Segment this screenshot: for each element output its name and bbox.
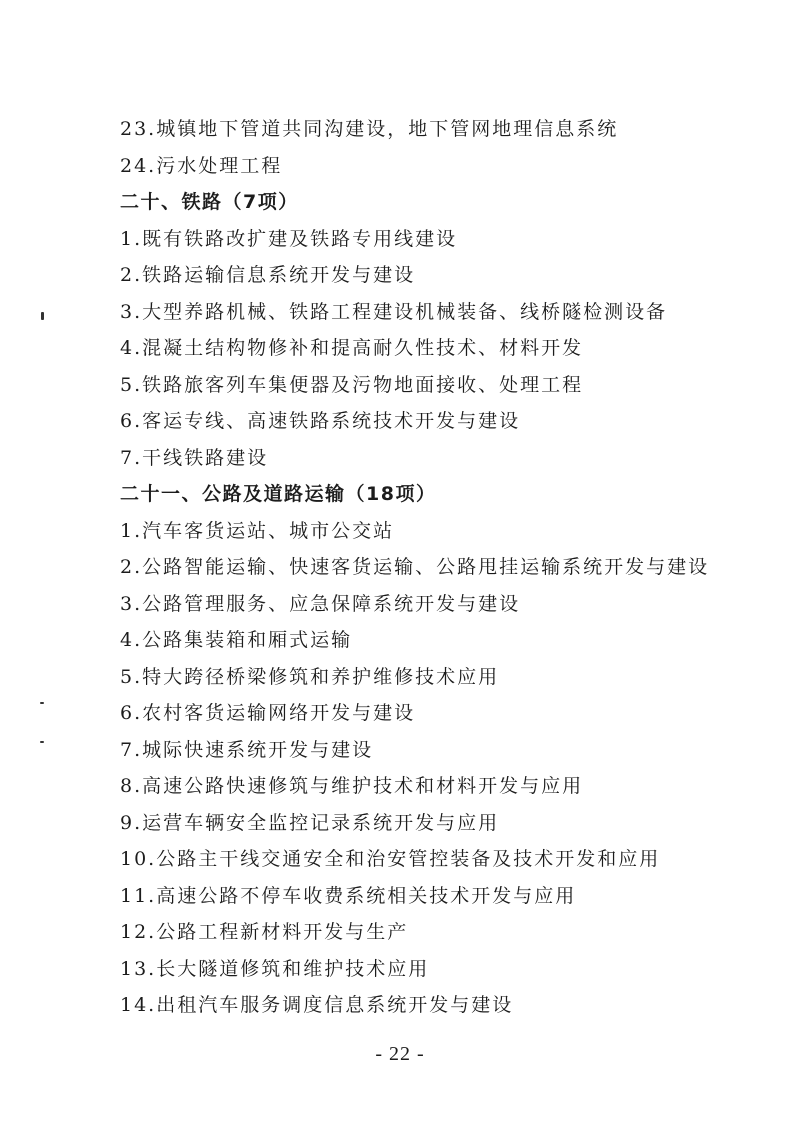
list-item: 7.干线铁路建设 bbox=[120, 446, 269, 469]
page-number: - 22 - bbox=[375, 1043, 425, 1065]
list-item: 23.城镇地下管道共同沟建设，地下管网地理信息系统 bbox=[120, 118, 619, 140]
list-item: 7.城际快速系统开发与建设 bbox=[120, 738, 374, 761]
list-item: 4.混凝土结构物修补和提高耐久性技术、材料开发 bbox=[120, 337, 584, 359]
list-item: 24.污水处理工程 bbox=[120, 154, 283, 177]
list-item: 3.公路管理服务、应急保障系统开发与建设 bbox=[120, 592, 521, 615]
section-heading: 二十、铁路（7项） bbox=[120, 191, 299, 213]
list-item: 13.长大隧道修筑和维护技术应用 bbox=[120, 957, 430, 980]
list-item: 14.出租汽车服务调度信息系统开发与建设 bbox=[120, 994, 514, 1016]
list-item: 11.高速公路不停车收费系统相关技术开发与应用 bbox=[120, 884, 577, 907]
list-item: 2.公路智能运输、快速客货运输、公路甩挂运输系统开发与建设 bbox=[120, 556, 710, 578]
list-item: 6.农村客货运输网络开发与建设 bbox=[120, 702, 416, 724]
scan-mark bbox=[41, 312, 44, 320]
list-item: 6.客运专线、高速铁路系统技术开发与建设 bbox=[120, 410, 521, 432]
scan-mark bbox=[40, 741, 44, 743]
list-item: 2.铁路运输信息系统开发与建设 bbox=[120, 264, 416, 286]
list-item: 8.高速公路快速修筑与维护技术和材料开发与应用 bbox=[120, 775, 584, 797]
list-item: 1.汽车客货运站、城市公交站 bbox=[120, 519, 395, 542]
list-item: 5.铁路旅客列车集便器及污物地面接收、处理工程 bbox=[120, 373, 584, 396]
list-item: 12.公路工程新材料开发与生产 bbox=[120, 921, 409, 943]
list-item: 1.既有铁路改扩建及铁路专用线建设 bbox=[120, 227, 458, 250]
list-item: 10.公路主干线交通安全和治安管控装备及技术开发和应用 bbox=[120, 848, 661, 870]
list-item: 3.大型养路机械、铁路工程建设机械装备、线桥隧检测设备 bbox=[120, 300, 668, 323]
section-heading: 二十一、公路及道路运输（18项） bbox=[120, 483, 437, 505]
list-item: 4.公路集装箱和厢式运输 bbox=[120, 629, 353, 651]
scan-mark bbox=[40, 702, 44, 704]
list-item: 5.特大跨径桥梁修筑和养护维修技术应用 bbox=[120, 665, 500, 688]
list-item: 9.运营车辆安全监控记录系统开发与应用 bbox=[120, 811, 500, 834]
